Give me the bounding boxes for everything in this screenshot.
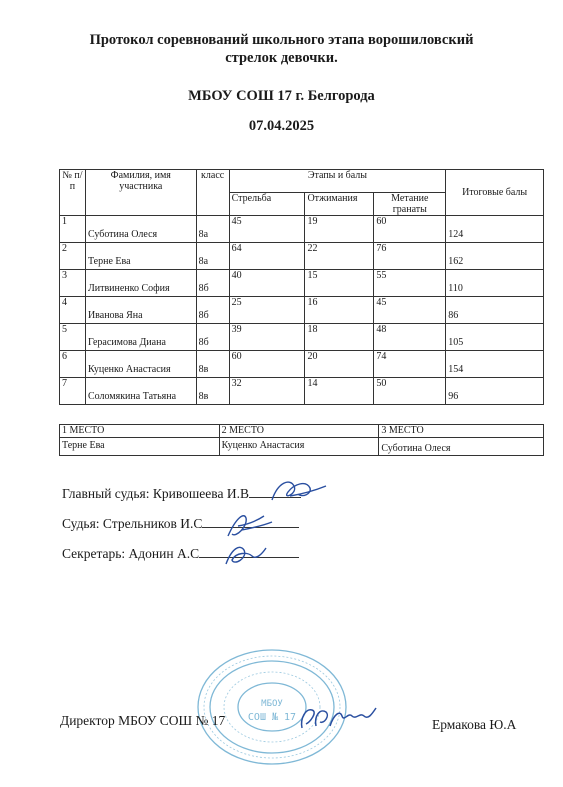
table-row: [60, 351, 544, 378]
row-number: 7: [60, 378, 86, 405]
first-place-label: 1 МЕСТО: [60, 425, 220, 438]
participant-class: 8б: [196, 270, 229, 297]
header-shooting: Стрельба: [229, 193, 305, 216]
grenade-score: 48: [374, 324, 446, 351]
title-line-2: стрелок девочки.: [225, 50, 338, 66]
shooting-score: 32: [229, 378, 305, 405]
pushups-score: 20: [305, 351, 374, 378]
chief-judge-line: [62, 486, 301, 502]
participant-class: 8б: [196, 324, 229, 351]
grenade-score: 45: [374, 297, 446, 324]
grenade-score: 76: [374, 243, 446, 270]
participant-name: Суботина Олеся: [85, 216, 196, 243]
participant-name: Соломякина Татьяна: [85, 378, 196, 405]
grenade-score: 50: [374, 378, 446, 405]
secretary-label: Секретарь: Адонин А.С: [62, 546, 200, 561]
table-row: [60, 324, 544, 351]
grenade-score: 60: [374, 216, 446, 243]
chief-judge-signature: [268, 474, 328, 508]
second-place-name: Куценко Анастасия: [219, 438, 379, 456]
table-row: [60, 270, 544, 297]
total-score: 96: [446, 378, 544, 405]
shooting-score: 64: [229, 243, 305, 270]
results-table: [59, 169, 544, 405]
school-name: МБОУ СОШ 17 г. Белгорода: [188, 88, 375, 104]
header-class: класс: [196, 170, 229, 216]
header-grenade: Метание гранаты: [374, 193, 446, 216]
participant-name: Герасимова Диана: [85, 324, 196, 351]
total-score: 105: [446, 324, 544, 351]
grenade-score: 55: [374, 270, 446, 297]
pushups-score: 18: [305, 324, 374, 351]
participant-class: 8б: [196, 297, 229, 324]
shooting-score: 60: [229, 351, 305, 378]
total-score: 154: [446, 351, 544, 378]
participant-name: Иванова Яна: [85, 297, 196, 324]
row-number: 3: [60, 270, 86, 297]
participant-class: 8а: [196, 216, 229, 243]
second-place-label: 2 МЕСТО: [219, 425, 379, 438]
director-label: Директор МБОУ СОШ № 17: [60, 713, 226, 728]
director-signature: [296, 698, 378, 738]
total-score: 162: [446, 243, 544, 270]
places-table: [59, 424, 544, 456]
participant-name: Терне Ева: [85, 243, 196, 270]
title-line-1: Протокол соревнований школьного этапа ворошиловский: [89, 32, 474, 48]
pushups-score: 22: [305, 243, 374, 270]
header-stages: Этапы и балы: [229, 170, 446, 193]
participant-name: Куценко Анастасия: [85, 351, 196, 378]
row-number: 6: [60, 351, 86, 378]
header-total: Итоговые балы: [446, 170, 544, 216]
shooting-score: 40: [229, 270, 305, 297]
shooting-score: 45: [229, 216, 305, 243]
stamp-text-1: МБОУ: [261, 699, 283, 709]
row-number: 5: [60, 324, 86, 351]
pushups-score: 15: [305, 270, 374, 297]
director-name: Ермакова Ю.А: [432, 717, 517, 732]
pushups-score: 16: [305, 297, 374, 324]
stamp-text-2: СОШ № 17: [247, 712, 297, 723]
chief-judge-label: Главный судья: Кривошеева И.В: [62, 486, 249, 501]
row-number: 1: [60, 216, 86, 243]
pushups-score: 19: [305, 216, 374, 243]
third-place-label: 3 МЕСТО: [379, 425, 544, 438]
total-score: 124: [446, 216, 544, 243]
total-score: 86: [446, 297, 544, 324]
shooting-score: 25: [229, 297, 305, 324]
grenade-score: 74: [374, 351, 446, 378]
participant-name: Литвиненко София: [85, 270, 196, 297]
pushups-score: 14: [305, 378, 374, 405]
row-number: 2: [60, 243, 86, 270]
judge-signature: [222, 508, 274, 542]
shooting-score: 39: [229, 324, 305, 351]
total-score: 110: [446, 270, 544, 297]
table-row: [60, 243, 544, 270]
header-name: Фамилия, имя участника: [85, 170, 196, 216]
first-place-name: Терне Ева: [60, 438, 220, 456]
header-number: № п/п: [60, 170, 86, 216]
table-row: [60, 378, 544, 405]
row-number: 4: [60, 297, 86, 324]
secretary-signature: [222, 540, 268, 570]
third-place-name: Суботина Олеся: [379, 438, 544, 456]
header-pushups: Отжимания: [305, 193, 374, 216]
participant-class: 8в: [196, 351, 229, 378]
protocol-date: 07.04.2025: [248, 118, 315, 134]
judge-label: Судья: Стрельников И.С: [62, 516, 203, 531]
participant-class: 8а: [196, 243, 229, 270]
participant-class: 8в: [196, 378, 229, 405]
table-row: [60, 297, 544, 324]
table-row: [60, 216, 544, 243]
